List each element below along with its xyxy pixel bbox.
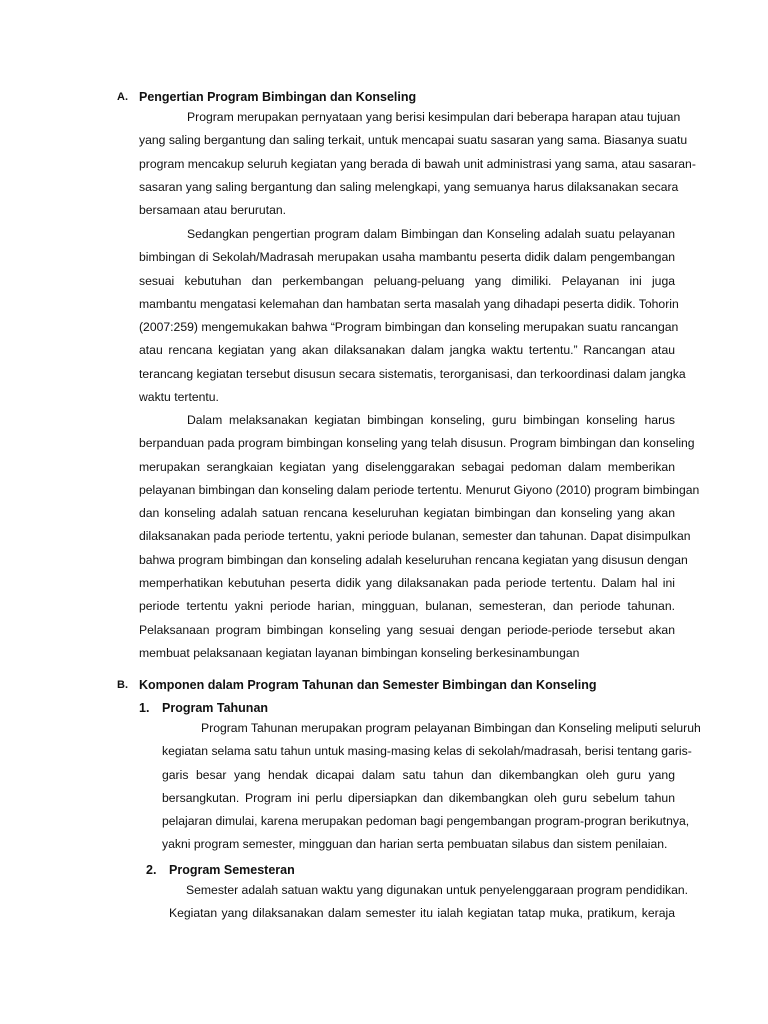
text-line: dilaksanakan pada periode tertentu, yakni periode bulanan, semester dan tahunan. Dapat disimpulkan <box>139 529 691 544</box>
text-line: Program Tahunan merupakan program pelayanan Bimbingan dan Konseling meliputi seluruh <box>201 721 701 735</box>
text-line: bimbingan di Sekolah/Madrasah merupakan usaha mambantu peserta didik dalam pengembangan <box>139 250 675 265</box>
text-line: Sedangkan pengertian program dalam Bimbingan dan Konseling adalah suatu pelayanan <box>187 227 675 241</box>
text-line: bersangkutan. Program ini perlu dipersiapkan dan dikembangkan oleh guru sebelum tahun <box>162 790 675 805</box>
text-line: program mencakup seluruh kegiatan yang berada di bawah unit administrasi yang sama, atau sasaran- <box>139 156 696 171</box>
text-line: periode tertentu yakni periode harian, mingguan, bulanan, semesteran, dan periode tahunan. <box>139 599 675 614</box>
text-line: garis besar yang hendak dicapai dalam satu tahun dan dikembangkan oleh guru yang <box>162 767 675 782</box>
text-line: Dalam melaksanakan kegiatan bimbingan konseling, guru bimbingan konseling harus <box>187 413 675 427</box>
section-a-paragraph-3 <box>139 409 700 665</box>
section-b-marker: B. <box>117 679 128 691</box>
text-line: sesuai kebutuhan dan perkembangan peluang-peluang yang dimiliki. Pelayanan ini juga <box>139 273 675 288</box>
section-a-title: Pengertian Program Bimbingan dan Konseling <box>139 90 417 104</box>
text-line: Program merupakan pernyataan yang berisi kesimpulan dari beberapa harapan atau tujuan <box>187 110 681 124</box>
text-line: terancang kegiatan tersebut disusun secara sistematis, terorganisasi, dan terkoordinasi dalam jangka <box>139 366 686 381</box>
text-line: Kegiatan yang dilaksanakan dalam semester itu ialah kegiatan tatap muka, pratikum, keraja <box>169 906 675 921</box>
text-line: bersamaan atau berurutan. <box>139 203 287 218</box>
text-line: pelayanan bimbingan dan konseling dalam periode tertentu. Menurut Giyono (2010) program bimbingan <box>139 482 700 497</box>
text-line: dan konseling adalah satuan rencana keseluruhan kegiatan bimbingan dan konseling yang akan <box>139 506 675 521</box>
item-2-title: Program Semesteran <box>169 863 295 877</box>
text-line: Pelaksanaan program bimbingan konseling yang sesuai dengan periode-periode tersebut akan <box>139 622 675 637</box>
text-line: merupakan serangkaian kegiatan yang diselenggarakan sebagai pedoman dalam memberikan <box>139 459 675 474</box>
text-line: atau rencana kegiatan yang akan dilaksanakan dalam jangka waktu tertentu.” Rancangan atau <box>139 343 675 358</box>
section-a-paragraph-2 <box>139 223 686 409</box>
text-line: Semester adalah satuan waktu yang digunakan untuk penyelenggaraan program pendidikan. <box>186 883 689 897</box>
item-2-paragraph <box>169 879 689 926</box>
text-line: kegiatan selama satu tahun untuk masing-masing kelas di sekolah/madrasah, berisi tentang garis- <box>162 744 692 759</box>
text-line: (2007:259) mengemukakan bahwa “Program bimbingan dan konseling merupakan suatu rancangan <box>139 320 679 335</box>
text-line: mambantu mengatasi kelemahan dan hambatan serta masalah yang dihadapi peserta didik. Tohorin <box>139 296 679 311</box>
item-1-number: 1. <box>139 701 150 715</box>
text-line: waktu tertentu. <box>139 390 219 405</box>
section-b-title: Komponen dalam Program Tahunan dan Semester Bimbingan dan Konseling <box>139 678 597 692</box>
text-line: bahwa program bimbingan dan konseling adalah keseluruhan rencana kegiatan yang disusun dengan <box>139 552 688 567</box>
text-line: pelajaran dimulai, karena merupakan pedoman bagi pengembangan program-progran berikutnya, <box>162 814 690 829</box>
section-a-paragraph-1 <box>139 106 696 222</box>
text-line: yakni program semester, mingguan dan harian serta pembuatan silabus dan sistem penilaian. <box>162 837 668 852</box>
text-line: sasaran yang saling bergantung dan saling melengkapi, yang semuanya harus dilaksanakan secara <box>139 179 679 194</box>
item-1-title: Program Tahunan <box>162 701 269 715</box>
text-line: membuat pelaksanaan kegiatan layanan bimbingan konseling berkesinambungan <box>139 645 580 660</box>
item-1-paragraph <box>162 717 701 857</box>
section-a-marker: A. <box>117 91 128 103</box>
text-line: yang saling bergantung dan saling terkait, untuk mencapai suatu sasaran yang sama. Biasanya suatu <box>139 133 688 148</box>
text-line: memperhatikan kebutuhan peserta didik yang dilaksanakan pada periode tertentu. Dalam hal ini <box>139 576 675 591</box>
text-line: berpanduan pada program bimbingan konseling yang telah disusun. Program bimbingan dan konseling <box>139 436 695 451</box>
item-2-number: 2. <box>146 863 157 877</box>
